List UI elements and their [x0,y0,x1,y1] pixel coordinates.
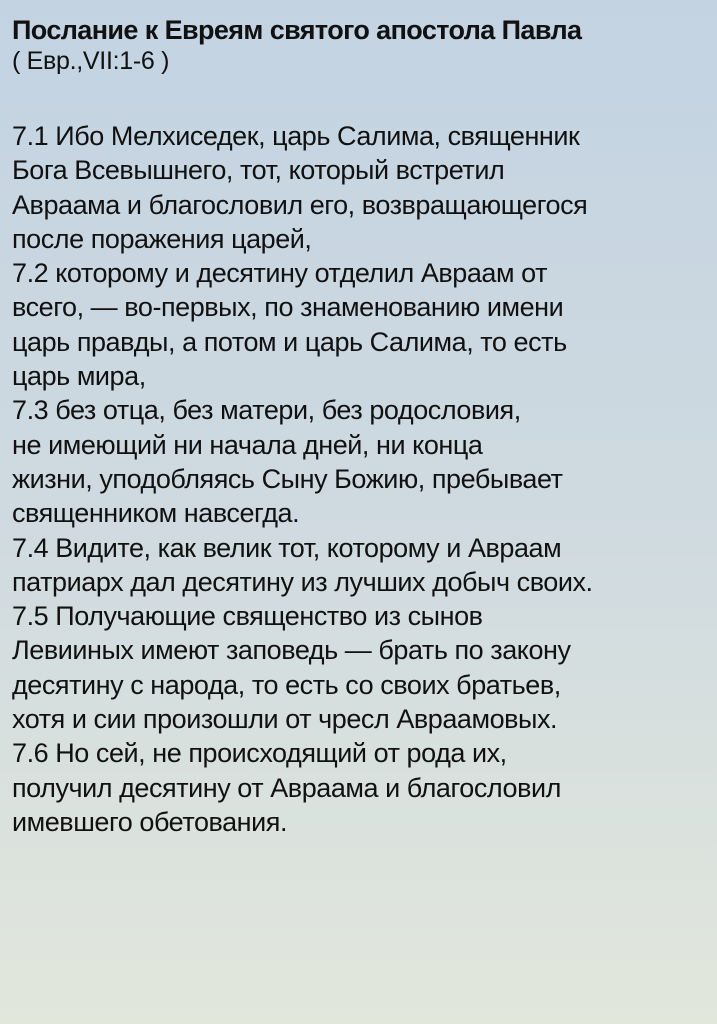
text-line: Бога Всевышнего, тот, который встретил [12,155,505,186]
text-line: царь мира, [12,361,146,392]
text-line: священником навсегда. [12,498,300,529]
scripture-reference: ( Евр.,VII:1-6 ) [12,47,170,75]
text-line: патриарх дал десятину из лучших добыч своих. [12,566,593,597]
document-title: Послание к Евреям святого апостола Павла [12,15,582,45]
text-line: после поражения царей, [12,223,312,254]
text-line: Авраама и благословил его, возвращающегося [12,189,588,220]
text-line: получил десятину от Авраама и благословил [12,772,561,803]
text-line: 7.2 которому и десятину отделил Авраам от [12,258,548,289]
text-line: 7.4 Видите, как велик тот, которому и Авраам [12,532,562,563]
text-line: не имеющий ни начала дней, ни конца [12,429,483,460]
text-line: 7.5 Получающие священство из сынов [12,601,483,632]
text-line: Левииных имеют заповедь — брать по закону [12,635,571,666]
text-line: царь правды, а потом и царь Салима, то есть [12,326,567,357]
text-line: 7.1 Ибо Мелхиседек, царь Салима, священник [12,121,580,151]
text-line: всего, — во-первых, по знаменованию имени [12,292,564,323]
scripture-text [12,119,709,839]
text-line: 7.3 без отца, без матери, без родословия, [12,395,521,426]
text-line: жизни, уподобляясь Сыну Божию, пребывает [12,463,563,494]
text-line: имевшего обетования. [12,806,288,837]
document-header [12,14,709,76]
text-line: хотя и сии произошли от чресл Авраамовых. [12,704,558,735]
text-line: 7.6 Но сей, не происходящий от рода их, [12,738,507,769]
text-line: десятину с народа, то есть со своих братьев, [12,669,561,700]
